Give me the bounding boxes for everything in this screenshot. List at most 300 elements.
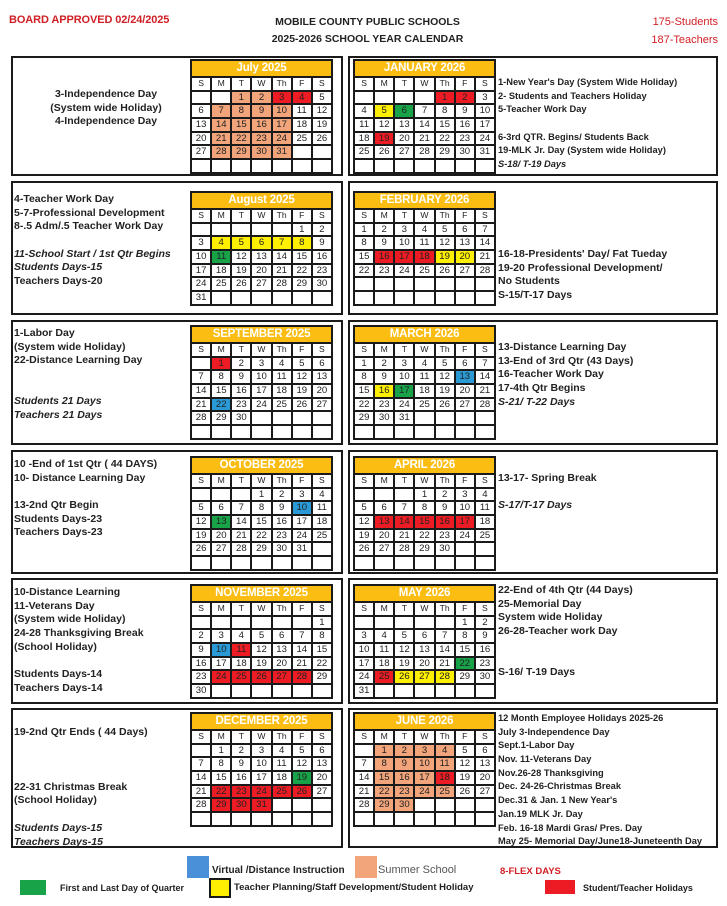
- day-cell: 8: [232, 105, 250, 117]
- day-cell: 15: [212, 772, 230, 784]
- note-line: [498, 639, 633, 653]
- empty-day-cell: [375, 617, 393, 629]
- panel-may-2026: [348, 578, 718, 704]
- note-line: No Students: [498, 275, 560, 288]
- note-line: 19-MLK Jr. Day (System wide Holiday): [498, 145, 666, 156]
- weekday-header: F: [456, 731, 474, 743]
- legend-flex-days: 8-FLEX DAYS: [500, 866, 561, 877]
- day-cell: 26: [355, 543, 373, 555]
- day-cell: 16: [395, 772, 413, 784]
- calendar-may-2026: [353, 584, 496, 699]
- weekday-header: S: [192, 344, 210, 356]
- empty-day-cell: [476, 278, 494, 290]
- day-cell: 12: [436, 237, 454, 249]
- day-cell: 27: [192, 146, 210, 158]
- day-cell: 21: [192, 399, 210, 411]
- day-cell: 13: [212, 516, 230, 528]
- note-line: Feb. 16-18 Mardi Gras/ Pres. Day: [498, 822, 643, 833]
- day-cell: 17: [395, 251, 413, 263]
- day-cell: 16: [252, 119, 270, 131]
- note-line: 13-End of 3rd Qtr (43 Days): [498, 354, 634, 367]
- empty-day-cell: [192, 160, 210, 172]
- day-cell: 3: [252, 358, 270, 370]
- weekday-header: M: [212, 603, 230, 615]
- day-cell: 27: [313, 786, 331, 798]
- weekday-header: Th: [273, 603, 291, 615]
- note-line: (School Holiday): [14, 640, 97, 653]
- calendar-april-2026: [353, 456, 496, 571]
- day-cell: 30: [252, 146, 270, 158]
- day-cell: 28: [436, 671, 454, 683]
- day-cell: 29: [436, 146, 454, 158]
- board-approved-label: BOARD APPROVED 02/24/2025: [9, 14, 170, 26]
- day-cell: 10: [293, 502, 311, 514]
- weekday-header: S: [355, 603, 373, 615]
- day-cell: 29: [252, 543, 270, 555]
- day-cell: 5: [313, 92, 331, 104]
- day-cell: 17: [456, 516, 474, 528]
- day-cell: 9: [192, 644, 210, 656]
- day-cell: 8: [415, 502, 433, 514]
- day-cell: 10: [456, 502, 474, 514]
- day-cell: 19: [232, 265, 250, 277]
- panel-march-2026: [348, 320, 718, 445]
- empty-day-cell: [313, 799, 331, 811]
- day-cell: 27: [375, 543, 393, 555]
- day-cell: 3: [415, 745, 433, 757]
- weekday-header: S: [355, 475, 373, 487]
- notes-october-2025: [14, 458, 157, 540]
- day-cell: 22: [212, 399, 230, 411]
- empty-day-cell: [395, 489, 413, 501]
- day-cell: 13: [476, 758, 494, 770]
- panel-september-2025: [11, 320, 343, 445]
- day-cell: 25: [415, 399, 433, 411]
- weekday-header: F: [293, 78, 311, 90]
- day-cell: 6: [212, 502, 230, 514]
- day-cell: 24: [273, 133, 291, 145]
- note-line: 22-End of 4th Qtr (44 Days): [498, 584, 633, 596]
- panel-april-2026: [348, 450, 718, 574]
- day-cell: 14: [293, 644, 311, 656]
- weekday-header: W: [252, 344, 270, 356]
- day-cell: 30: [456, 146, 474, 158]
- day-cell: 13: [273, 644, 291, 656]
- weekday-header: Th: [436, 603, 454, 615]
- day-cell: 8: [313, 630, 331, 642]
- day-cell: 25: [273, 786, 291, 798]
- day-cell: 3: [395, 224, 413, 236]
- note-line: Students Days-15: [14, 821, 103, 834]
- day-cell: 9: [436, 502, 454, 514]
- empty-day-cell: [456, 292, 474, 304]
- weekday-header: S: [476, 731, 494, 743]
- weekday-header: T: [232, 731, 250, 743]
- day-cell: 19: [293, 772, 311, 784]
- empty-day-cell: [192, 224, 210, 236]
- weekday-header: W: [415, 731, 433, 743]
- day-cell: 14: [476, 371, 494, 383]
- empty-day-cell: [355, 92, 373, 104]
- day-cell: 17: [212, 658, 230, 670]
- day-cell: 7: [273, 237, 291, 249]
- weekday-header: M: [375, 475, 393, 487]
- notes-february-2026: [498, 248, 667, 303]
- day-cell: 28: [232, 543, 250, 555]
- day-cell: 17: [476, 119, 494, 131]
- day-cell: 20: [252, 265, 270, 277]
- day-cell: 15: [293, 251, 311, 263]
- weekday-header: S: [313, 731, 331, 743]
- day-cell: 11: [436, 758, 454, 770]
- day-cell: 20: [456, 251, 474, 263]
- day-cell: 29: [355, 412, 373, 424]
- empty-day-cell: [192, 813, 210, 825]
- note-line: 11-School Start / 1st Qtr Begins: [14, 247, 171, 260]
- weekday-header: S: [476, 475, 494, 487]
- day-cell: 10: [355, 644, 373, 656]
- empty-day-cell: [436, 617, 454, 629]
- day-cell: 23: [232, 786, 250, 798]
- note-line: [14, 654, 144, 668]
- day-cell: 24: [293, 530, 311, 542]
- note-line: 4-Independence Day: [54, 115, 158, 128]
- day-cell: 22: [212, 786, 230, 798]
- day-cell: 4: [273, 358, 291, 370]
- note-line: [14, 234, 171, 248]
- day-grid: [355, 342, 494, 438]
- day-cell: 11: [415, 371, 433, 383]
- day-cell: 23: [232, 399, 250, 411]
- day-cell: 13: [252, 251, 270, 263]
- day-cell: 19: [355, 530, 373, 542]
- empty-day-cell: [232, 426, 250, 438]
- panel-january-2026: [348, 56, 718, 176]
- day-cell: 31: [252, 799, 270, 811]
- calendar-february-2026: [353, 191, 496, 306]
- day-cell: 15: [375, 772, 393, 784]
- day-cell: 31: [293, 543, 311, 555]
- empty-day-cell: [355, 278, 373, 290]
- day-cell: 20: [212, 530, 230, 542]
- day-cell: 16: [375, 251, 393, 263]
- day-cell: 1: [232, 92, 250, 104]
- day-cell: 30: [273, 543, 291, 555]
- note-line: (System wide Holiday): [50, 101, 162, 114]
- day-cell: 30: [436, 543, 454, 555]
- day-cell: 24: [252, 399, 270, 411]
- weekday-header: F: [293, 731, 311, 743]
- day-cell: 27: [456, 399, 474, 411]
- day-cell: 5: [293, 745, 311, 757]
- note-line: [14, 753, 148, 767]
- day-cell: 17: [415, 772, 433, 784]
- empty-day-cell: [293, 813, 311, 825]
- weekday-header: M: [375, 731, 393, 743]
- note-line: 13-2nd Qtr Begin: [14, 499, 99, 512]
- legend-planning-label: Teacher Planning/Staff Development/Student Holiday: [234, 882, 474, 893]
- weekday-header: S: [355, 210, 373, 222]
- day-cell: 6: [476, 745, 494, 757]
- day-cell: 18: [415, 251, 433, 263]
- day-cell: 6: [415, 630, 433, 642]
- day-grid: [355, 76, 494, 172]
- month-title: JANUARY 2026: [355, 61, 494, 76]
- day-cell: 20: [415, 658, 433, 670]
- weekday-header: F: [293, 475, 311, 487]
- day-cell: 27: [273, 671, 291, 683]
- legend-swatch-virtual: [187, 856, 209, 878]
- day-cell: 10: [415, 758, 433, 770]
- calendar-january-2026: [353, 59, 496, 174]
- day-grid: [192, 601, 331, 697]
- empty-day-cell: [232, 160, 250, 172]
- day-cell: 28: [212, 146, 230, 158]
- month-title: APRIL 2026: [355, 458, 494, 473]
- empty-day-cell: [273, 557, 291, 569]
- empty-day-cell: [252, 617, 270, 629]
- day-cell: 19: [395, 658, 413, 670]
- day-cell: 10: [252, 371, 270, 383]
- weekday-header: S: [476, 603, 494, 615]
- day-cell: 13: [313, 758, 331, 770]
- day-cell: 12: [293, 371, 311, 383]
- empty-day-cell: [212, 813, 230, 825]
- weekday-header: Th: [436, 731, 454, 743]
- day-cell: 2: [375, 224, 393, 236]
- note-line: 16-Teacher Work Day: [498, 368, 604, 381]
- day-cell: 25: [415, 265, 433, 277]
- weekday-header: M: [375, 78, 393, 90]
- day-cell: 5: [436, 358, 454, 370]
- day-cell: 5: [375, 105, 393, 117]
- empty-day-cell: [355, 617, 373, 629]
- empty-day-cell: [476, 685, 494, 697]
- day-cell: 7: [436, 630, 454, 642]
- day-cell: 25: [232, 671, 250, 683]
- day-cell: 26: [436, 265, 454, 277]
- day-cell: 25: [273, 399, 291, 411]
- day-cell: 6: [456, 224, 474, 236]
- weekday-header: S: [192, 603, 210, 615]
- day-cell: 28: [415, 146, 433, 158]
- day-cell: 12: [192, 516, 210, 528]
- day-cell: 4: [232, 630, 250, 642]
- day-cell: 6: [395, 105, 413, 117]
- notes-august-2025: [14, 193, 171, 289]
- note-line: Nov.26-28 Thanksgiving: [498, 767, 604, 778]
- weekday-header: T: [232, 78, 250, 90]
- day-cell: 16: [232, 772, 250, 784]
- empty-day-cell: [355, 292, 373, 304]
- empty-day-cell: [273, 292, 291, 304]
- day-cell: 3: [273, 92, 291, 104]
- weekday-header: S: [355, 78, 373, 90]
- day-grid: [192, 342, 331, 438]
- weekday-header: F: [456, 603, 474, 615]
- note-line: 24-28 Thanksgiving Break: [14, 627, 144, 640]
- weekday-header: M: [375, 603, 393, 615]
- note-line: System wide Holiday: [498, 611, 603, 624]
- empty-day-cell: [252, 557, 270, 569]
- day-cell: 21: [212, 133, 230, 145]
- day-cell: 9: [232, 371, 250, 383]
- note-line: 19-2nd Qtr Ends ( 44 Days): [14, 726, 148, 738]
- day-cell: 10: [192, 251, 210, 263]
- day-cell: 27: [313, 399, 331, 411]
- empty-day-cell: [232, 813, 250, 825]
- day-cell: 4: [415, 224, 433, 236]
- day-cell: 7: [212, 105, 230, 117]
- day-cell: 30: [232, 799, 250, 811]
- day-cell: 4: [476, 489, 494, 501]
- empty-day-cell: [436, 813, 454, 825]
- empty-day-cell: [273, 685, 291, 697]
- day-cell: 3: [212, 630, 230, 642]
- empty-day-cell: [436, 160, 454, 172]
- day-cell: 26: [375, 146, 393, 158]
- legend-quarter-label: First and Last Day of Quarter: [60, 883, 185, 893]
- day-cell: 18: [375, 658, 393, 670]
- day-cell: 9: [375, 371, 393, 383]
- day-cell: 14: [436, 644, 454, 656]
- empty-day-cell: [252, 685, 270, 697]
- note-line: July 3-Independence Day: [498, 726, 610, 737]
- day-cell: 15: [232, 119, 250, 131]
- day-cell: 28: [476, 399, 494, 411]
- weekday-header: W: [415, 78, 433, 90]
- day-cell: 22: [232, 133, 250, 145]
- day-cell: 17: [355, 658, 373, 670]
- empty-day-cell: [293, 160, 311, 172]
- day-cell: 3: [395, 358, 413, 370]
- note-line: 6-3rd QTR. Begins/ Students Back: [498, 131, 649, 142]
- day-cell: 23: [273, 530, 291, 542]
- weekday-header: F: [456, 78, 474, 90]
- empty-day-cell: [313, 292, 331, 304]
- empty-day-cell: [395, 160, 413, 172]
- weekday-header: M: [212, 210, 230, 222]
- day-cell: 12: [456, 758, 474, 770]
- note-line: Students Days-14: [14, 668, 103, 681]
- empty-day-cell: [273, 426, 291, 438]
- day-cell: 10: [476, 105, 494, 117]
- weekday-header: S: [313, 475, 331, 487]
- weekday-header: F: [293, 210, 311, 222]
- note-line: Teachers Days-14: [14, 681, 103, 694]
- day-cell: 26: [456, 786, 474, 798]
- note-line: S-18/ T-19 Days: [498, 159, 567, 170]
- note-line: [14, 485, 157, 499]
- weekday-header: Th: [273, 78, 291, 90]
- day-cell: 1: [355, 224, 373, 236]
- empty-day-cell: [355, 489, 373, 501]
- weekday-header: S: [476, 78, 494, 90]
- weekday-header: Th: [273, 210, 291, 222]
- empty-day-cell: [192, 617, 210, 629]
- day-cell: 2: [232, 358, 250, 370]
- note-line: Nov. 11-Veterans Day: [498, 754, 592, 765]
- note-line: 25-Memorial Day: [498, 597, 582, 610]
- empty-day-cell: [395, 617, 413, 629]
- empty-day-cell: [313, 557, 331, 569]
- empty-day-cell: [273, 224, 291, 236]
- weekday-header: Th: [273, 344, 291, 356]
- note-line: (System wide Holiday): [14, 613, 126, 626]
- day-grid: [355, 473, 494, 569]
- day-cell: 31: [355, 685, 373, 697]
- month-title: OCTOBER 2025: [192, 458, 331, 473]
- day-grid: [355, 208, 494, 304]
- empty-day-cell: [476, 799, 494, 811]
- weekday-header: Th: [436, 210, 454, 222]
- day-cell: 2: [192, 630, 210, 642]
- day-cell: 17: [395, 385, 413, 397]
- day-cell: 6: [273, 630, 291, 642]
- month-title: NOVEMBER 2025: [192, 586, 331, 601]
- note-line: 11-Veterans Day: [14, 599, 95, 612]
- note-line: 22-Distance Learning Day: [14, 354, 143, 367]
- empty-day-cell: [456, 799, 474, 811]
- day-cell: 1: [456, 617, 474, 629]
- weekday-header: T: [395, 78, 413, 90]
- note-line: May 25- Memorial Day/June18-Juneteenth Day: [498, 836, 703, 847]
- empty-day-cell: [355, 426, 373, 438]
- empty-day-cell: [355, 160, 373, 172]
- panel-july-2025: [11, 56, 343, 176]
- note-line: S-16/ T-19 Days: [498, 666, 576, 679]
- day-cell: 4: [313, 489, 331, 501]
- empty-day-cell: [212, 224, 230, 236]
- day-cell: 18: [476, 516, 494, 528]
- day-cell: 14: [355, 772, 373, 784]
- day-cell: 28: [395, 543, 413, 555]
- day-cell: 10: [252, 758, 270, 770]
- day-cell: 26: [313, 133, 331, 145]
- empty-day-cell: [273, 160, 291, 172]
- note-line: S-15/T-17 Days: [498, 289, 573, 302]
- empty-day-cell: [415, 292, 433, 304]
- empty-day-cell: [212, 92, 230, 104]
- calendar-november-2025: [190, 584, 333, 699]
- empty-day-cell: [436, 557, 454, 569]
- weekday-header: M: [212, 731, 230, 743]
- day-cell: 19: [313, 119, 331, 131]
- note-line: [498, 486, 597, 500]
- empty-day-cell: [293, 799, 311, 811]
- day-cell: 1: [212, 745, 230, 757]
- day-cell: 14: [232, 516, 250, 528]
- day-cell: 21: [192, 786, 210, 798]
- note-line: 13-Distance Learning Day: [498, 341, 627, 353]
- day-cell: 29: [456, 671, 474, 683]
- empty-day-cell: [355, 745, 373, 757]
- empty-day-cell: [232, 685, 250, 697]
- note-line: Dec. 24-26-Christmas Break: [498, 781, 621, 792]
- note-line: Dec.31 & Jan. 1 New Year's: [498, 795, 618, 806]
- day-cell: 20: [192, 133, 210, 145]
- day-cell: 7: [192, 758, 210, 770]
- day-cell: 14: [273, 251, 291, 263]
- day-cell: 12: [293, 758, 311, 770]
- note-line: [14, 740, 148, 754]
- day-cell: 17: [293, 516, 311, 528]
- weekday-header: F: [293, 344, 311, 356]
- day-cell: 5: [395, 630, 413, 642]
- day-cell: 15: [355, 385, 373, 397]
- day-cell: 12: [232, 251, 250, 263]
- notes-december-2025: [14, 726, 148, 849]
